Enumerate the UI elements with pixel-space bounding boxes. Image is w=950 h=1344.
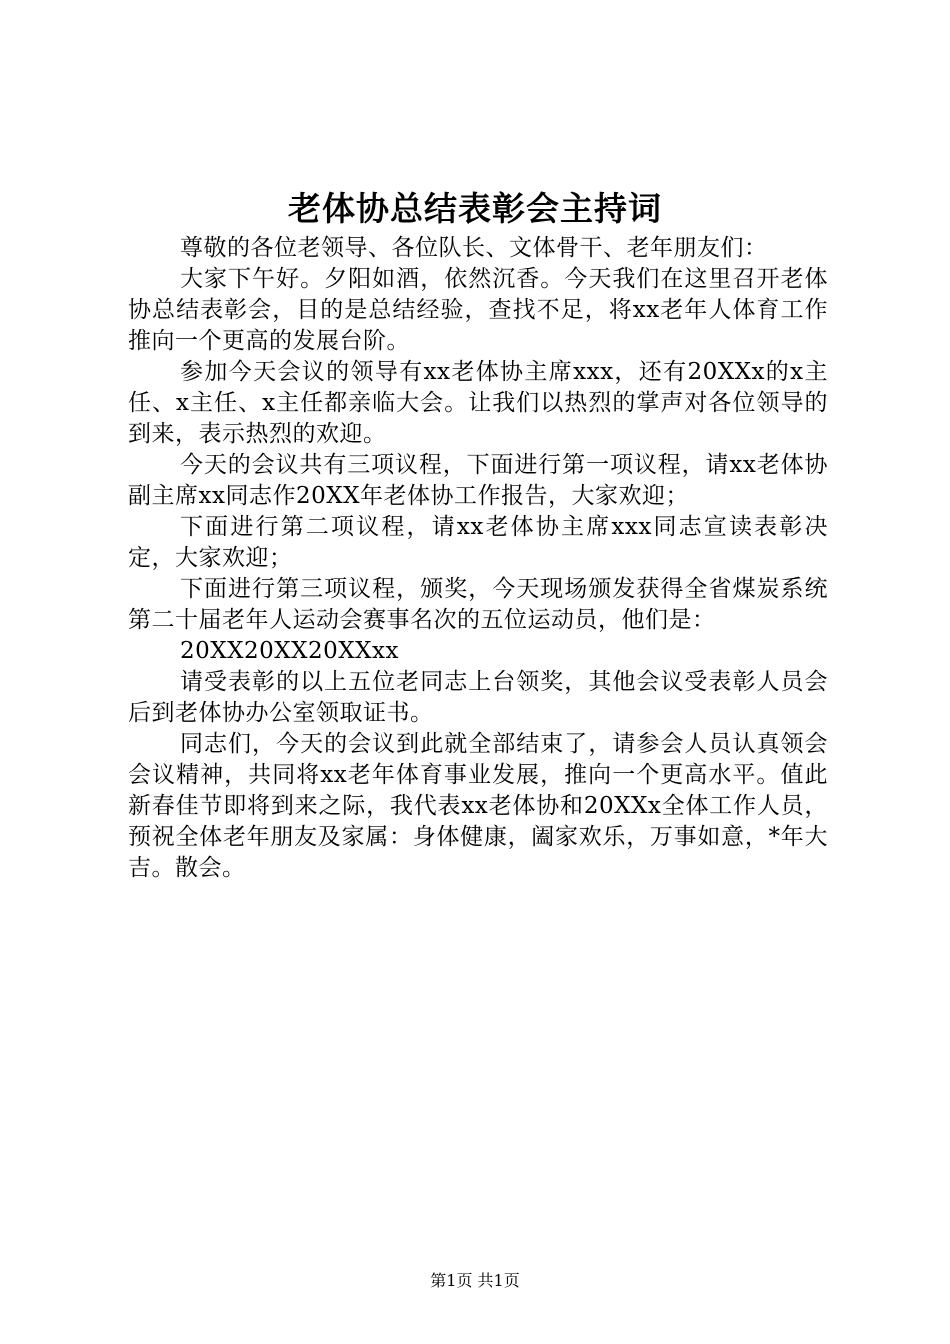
page-footer: 第1页 共1页 <box>430 1271 520 1290</box>
athletes-list-paragraph: 20XX20XX20XXxx <box>180 638 399 664</box>
salutation-paragraph: 尊敬的各位老领导、各位队长、文体骨干、老年朋友们： <box>180 235 768 261</box>
greeting-paragraph: 大家下午好。夕阳如酒，依然沉香。今天我们在这里召开老体协总结表彰会，目的是总结经验，查找不足，将xx老年人体育工作推向一个更高的发展台阶。 <box>128 266 828 354</box>
award-instructions-paragraph: 请受表彰的以上五位老同志上台领奖，其他会议受表彰人员会后到老体协办公室领取证书。 <box>128 669 828 726</box>
agenda-item-2-paragraph: 下面进行第二项议程，请xx老体协主席xxx同志宣读表彰决定，大家欢迎； <box>128 514 828 571</box>
closing-paragraph: 同志们，今天的会议到此就全部结束了，请参会人员认真领会会议精神，共同将xx老年体育事业发展，推向一个更高水平。值此新春佳节即将到来之际，我代表xx老体协和20XXx全体工作人员，预祝全体老年朋友及家属：身体健康，阖家欢乐，万事如意，*年大吉。散会。 <box>128 731 828 881</box>
agenda-item-1-paragraph: 今天的会议共有三项议程，下面进行第一项议程，请xx老体协副主席xx同志作20XX年老体协工作报告，大家欢迎； <box>128 452 828 509</box>
leaders-paragraph: 参加今天会议的领导有xx老体协主席xxx，还有20XXx的x主任、x主任、x主任都亲临大会。让我们以热烈的掌声对各位领导的到来，表示热烈的欢迎。 <box>128 359 828 447</box>
document-title: 老体协总结表彰会主持词 <box>288 189 662 228</box>
document-body <box>128 233 828 884</box>
agenda-item-3-paragraph: 下面进行第三项议程，颁奖，今天现场颁发获得全省煤炭系统第二十届老年人运动会赛事名次的五位运动员，他们是： <box>128 576 828 633</box>
